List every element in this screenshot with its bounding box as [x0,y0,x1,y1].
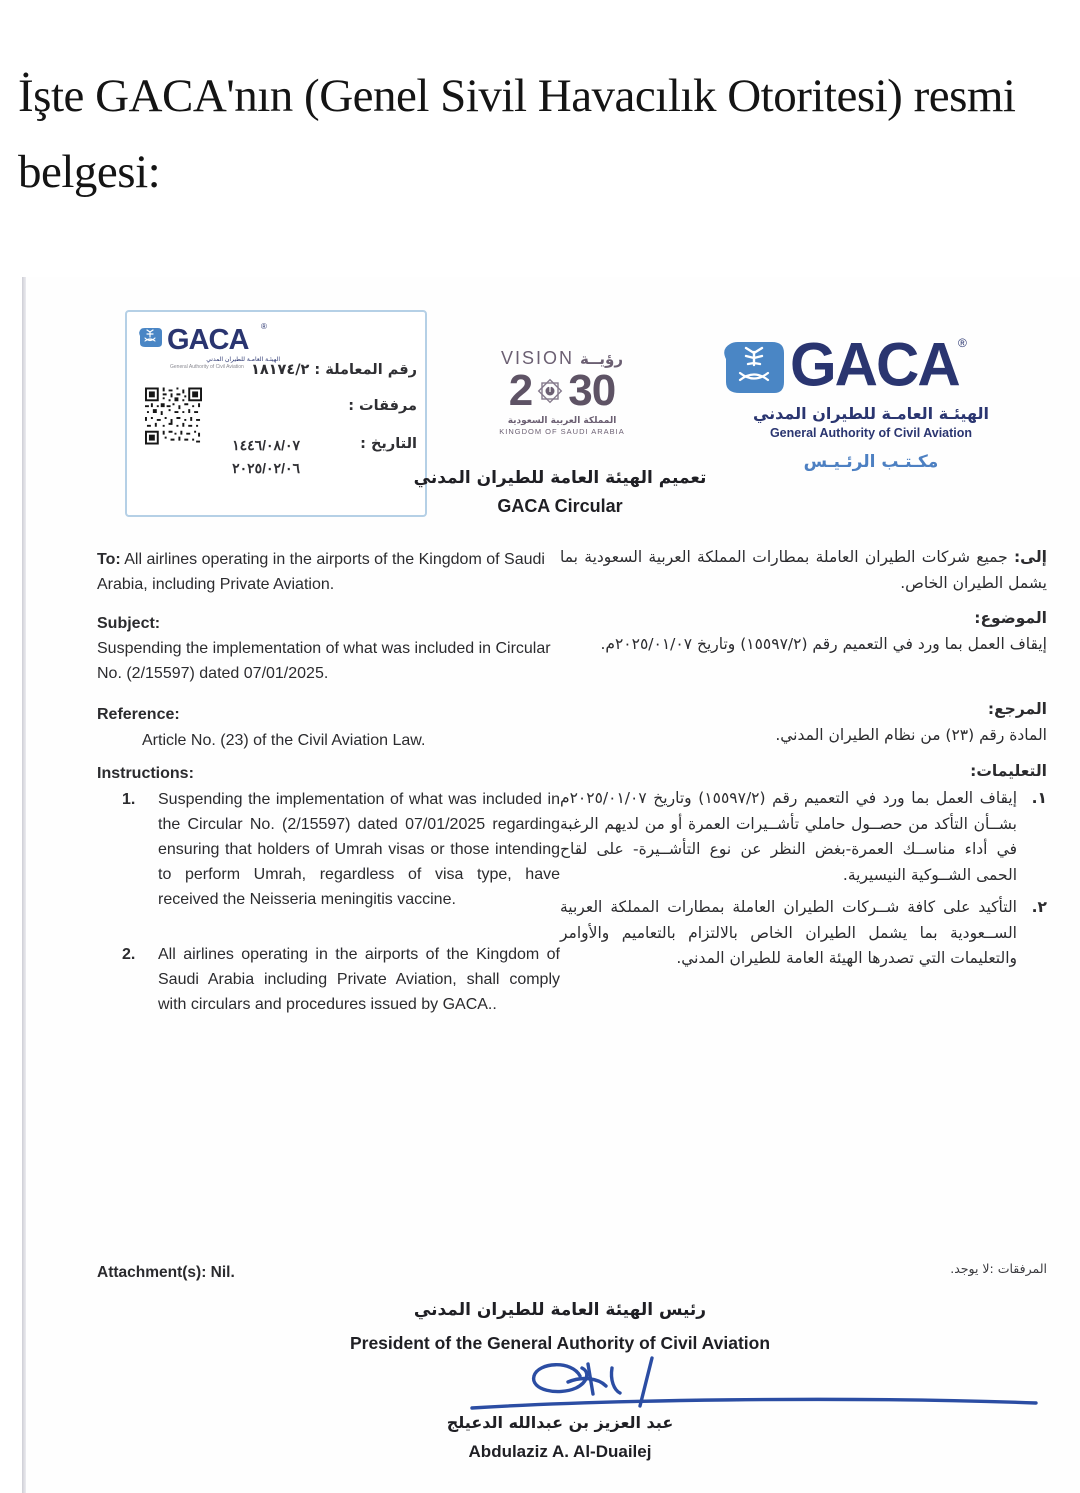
date-gregorian-value: ٢٠٢٥/٠٢/٠٦ [232,460,300,476]
vision-year-left: 2 [508,366,533,415]
kingdom-name-ar: المملكة العربية السعودية [507,416,617,426]
gaca-flag-icon-small [137,326,163,350]
office-of-the-president: مكـتـب الرئـيـس [803,452,939,472]
instruction-item-en-2 [122,943,560,1018]
vision-year-right: 30 [568,366,616,415]
item-text: Suspending the implementation of what was included in the Circular No. (2/15597) dated 07/01/2025 regarding ensuring that holders of Umrah visas or those intending to perform Umrah, regardless of visa type, have received the Neisseria meningitis vaccine. [158,791,560,908]
vision-word-ar: رؤيــة [580,349,623,368]
reference-label-en: Reference: [97,706,180,723]
gaca-sub-arabic-small: الهيئـة العامـة للطيران المدني [206,356,280,363]
gaca-flag-icon-large [718,338,788,400]
item-text: إيقاف العمل بما ورد في التعميم رقم (١٥٥٩٧/٢) وتاريخ ٢٠٢٥/٠١/٠٧م بشــأن التأكد من حصــول حاملي تأشــيرات العمرة أو من لديهم الرغبة في أداء مناســك العمرة-بغض النظر عن نوع التأشــيرة- على لقاح الحمى الشــوكية النيسيرية. [560,789,1017,885]
instructions-label-ar: التعليمات: [970,762,1047,780]
reference-text-en: Article No. (23) of the Civil Aviation Law. [142,732,426,749]
subject-label-ar: الموضوع: [974,609,1047,627]
qr-code [145,387,202,445]
reference-text-ar: المادة رقم (٢٣) من نظام الطيران المدني. [775,726,1047,744]
instructions-label-en: Instructions: [97,765,194,782]
instruction-item-en-1 [122,788,560,913]
kingdom-name-en: KINGDOM OF SAUDI ARABIA [499,427,625,436]
reference-label-ar: المرجع: [987,700,1047,718]
registered-mark: ® [261,322,267,331]
signature-title-en: President of the General Authority of Civil Aviation [349,1333,771,1353]
signatory-name-ar: عبد العزيز بن عبدالله الدعيلج [446,1413,674,1432]
to-text-en: All airlines operating in the airports of the Kingdom of Saudi Arabia, including Private Aviation. [97,551,545,593]
item-number: 1. [122,791,136,808]
attachments-en: Attachment(s): Nil. [97,1264,235,1281]
signatory-name-en: Abdulaziz A. Al-Duailej [468,1442,652,1461]
gaca-registered-mark: ® [958,336,967,350]
to-label-ar: إلى: [1013,548,1047,566]
circular-title-ar: تعميم الهيئة العامة للطيران المدني [413,468,707,488]
instruction-item-ar-1 [560,786,1047,889]
subject-text-en: Suspending the implementation of what was included in Circular No. (2/15597) dated 07/01/2025. [97,640,551,682]
item-number: ١. [1031,789,1047,807]
attachments-ar: المرفقات :لا يوجد. [950,1261,1047,1276]
signature-title-ar: رئيس الهيئة العامة للطيران المدني [413,1300,707,1320]
gaca-wordmark-large: GACA [790,330,959,399]
subject-text-ar: إيقاف العمل بما ورد في التعميم رقم (١٥٥٩٧/٢) وتاريخ ٢٠٢٥/٠١/٠٧م. [600,635,1047,653]
date-field-label: التاريخ : [360,436,417,452]
vision-2030-logo [480,348,644,436]
transaction-number-field: رقم المعاملة : ١٨١٧٤/٢ [250,362,417,378]
item-text: التأكيد على كافة شــركات الطيران العاملة بمطارات المملكة العربية الســعودية بما يشمل الطيران الخاص بالالتزام بالتعاميم والأوامر والتعليمات التي تصدرها الهيئة العامة للطيران المدني. [560,898,1017,968]
gaca-sub-english: General Authority of Civil Aviation [769,426,973,440]
vision-emblem-icon [533,374,567,408]
circular-title-en: GACA Circular [497,496,623,516]
to-section-en [97,548,560,598]
gaca-wordmark-small: GACA [167,324,249,356]
item-text: All airlines operating in the airports of the Kingdom of Saudi Arabia including Private Aviation, shall comply with circulars and procedures issued by GACA.. [158,946,560,1013]
to-section-ar [560,545,1047,596]
gaca-sub-arabic: الهيئـة العامـة للطيران المدني [752,404,989,423]
to-label-en: To: [97,551,121,568]
to-text-ar: جميع شركات الطيران العاملة بمطارات المملكة العربية السعودية بما يشمل الطيران الخاص. [560,548,1047,592]
gaca-sub-english-small: General Authority of Civil Aviation [170,364,244,370]
attachments-field-label: مرفقات : [348,398,417,414]
vision-word-en: VISION [501,348,575,368]
item-number: 2. [122,946,136,963]
document-left-edge [22,277,26,1493]
date-hijri-value: ١٤٤٦/٠٨/٠٧ [232,437,300,453]
instruction-item-ar-2 [560,895,1047,972]
article-headline: İşte GACA'nın (Genel Sivil Havacılık Otoritesi) resmi belgesi: [18,70,1016,198]
item-number: ٢. [1031,898,1047,916]
subject-label-en: Subject: [97,615,161,632]
